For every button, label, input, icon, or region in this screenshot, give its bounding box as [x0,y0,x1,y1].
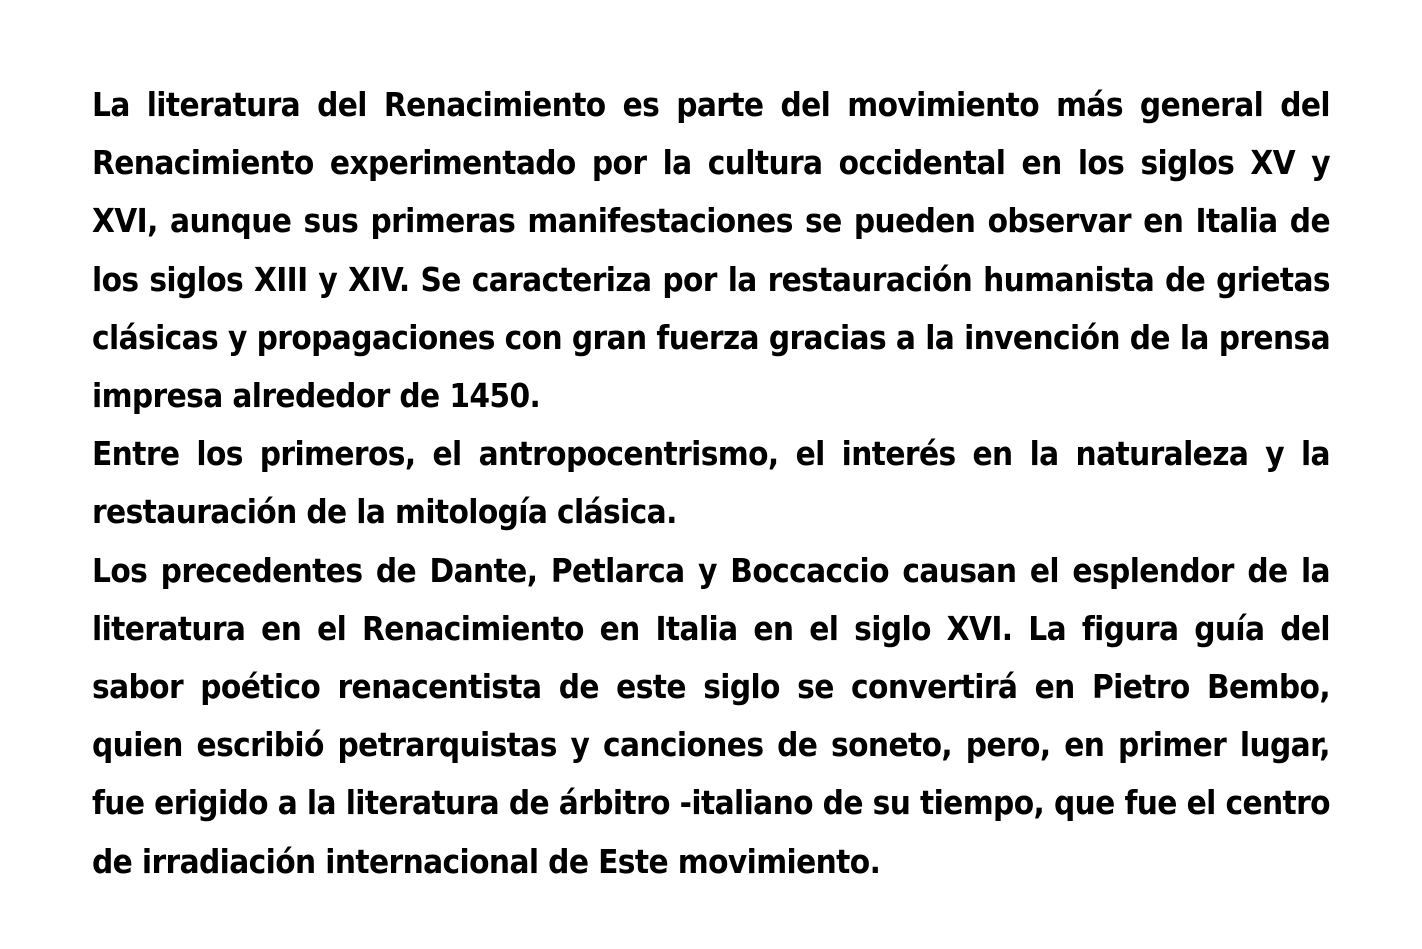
paragraph-characteristics: Entre los primeros, el antropocentrismo, el interés en la naturaleza y la restauración de la mitología clásica. [92,434,1330,532]
paragraph-italian-precedents: Los precedentes de Dante, Petlarca y Boccaccio causan el esplendor de la literatura en el Renacimiento en Italia en el siglo XVI. La figura guía del sabor poético renacentista de este siglo se convertirá en Pietro Bembo, quien escribió petrarquistas y canciones de soneto, pero, en primer lugar, fue erigido a la literatura de árbitro -italiano de su tiempo, que fue el centro de irradiación internacional de Este movimiento. [92,550,1330,881]
paragraph-renaissance-intro: La literatura del Renacimiento es parte del movimiento más general del Renacimiento experimentado por la cultura occidental en los siglos XV y XVI, aunque sus primeras manifestaciones se pueden observar en Italia de los siglos XIII y XIV. Se caracteriza por la restauración humanista de grietas clásicas y propagaciones con gran fuerza gracias a la invención de la prensa impresa alrededor de 1450. [92,85,1330,416]
document-body [92,76,1330,891]
